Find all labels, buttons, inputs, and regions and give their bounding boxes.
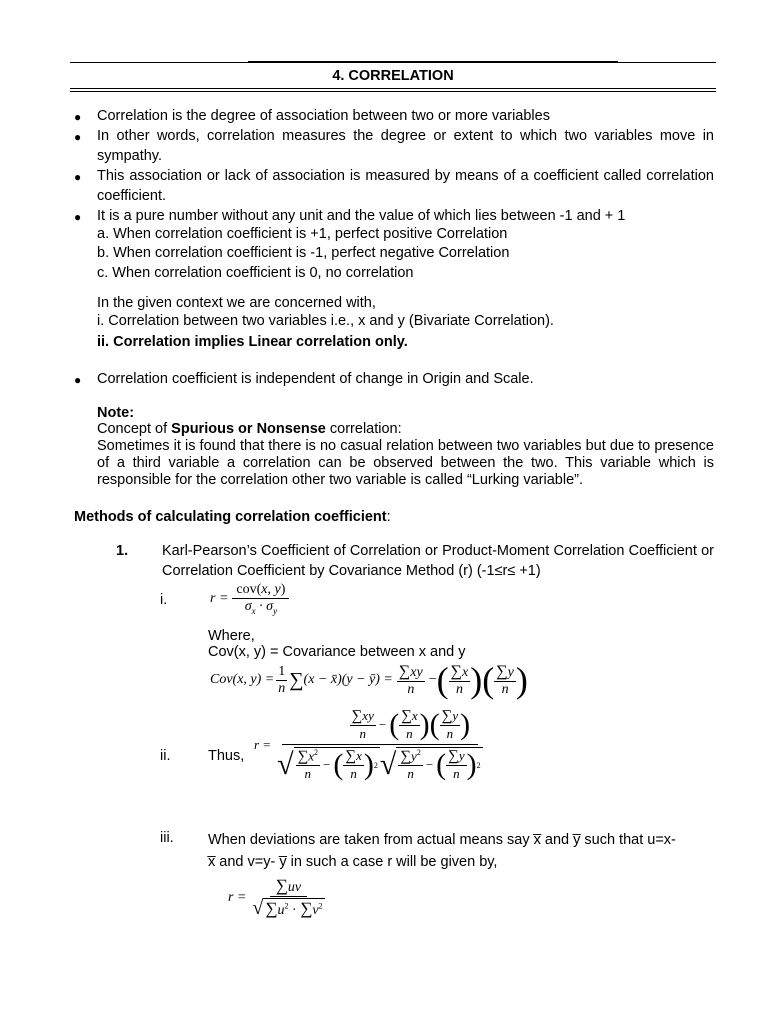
top-rule-accent xyxy=(248,61,618,63)
bullet-5: Correlation coefficient is independent of change in Origin and Scale. xyxy=(97,371,534,387)
methods-heading: Methods of calculating correlation coefficient: xyxy=(74,509,391,525)
bullet-dot: ● xyxy=(74,210,82,224)
sub-item-b: b. When correlation coefficient is -1, perfect negative Correlation xyxy=(97,245,510,261)
bullet-3: This association or lack of association is measured by means of a coefficient called correlation coefficient. xyxy=(97,168,714,204)
formula-r-full: r = $\frac{\sum xy}{n}$ − ( $\frac{\sum x}{n}$ ) ( $\frac{\sum y}{n}$ ) √ $\frac{\sum x^2}{n}$ − ( $\frac{\sum x}{n}$ ) 2 √ $\frac{\sum y^2}{n}$ − ( $\frac{\sum y}{n}$ ) 2 xyxy=(254,708,481,782)
page-title: 4. CORRELATION xyxy=(332,68,454,84)
iii-line-2: x̅ and v=y- y̅ in such a case r will be given by, xyxy=(208,854,498,870)
formula-r-cov: r = $\frac{\text{cov(x, y)}}{\sigma_x \cdot \sigma_y}$ xyxy=(210,582,289,616)
title-rule xyxy=(70,88,716,89)
bullet-dot: ● xyxy=(74,170,82,184)
sub-item-c: c. When correlation coefficient is 0, no correlation xyxy=(97,265,414,281)
note-label: Note: xyxy=(97,405,135,421)
note-body: Sometimes it is found that there is no casual relation between two variables but due to presence of a third variable a correlation can be observed between the two. This variable which is responsible for the correlation other two variable is called “Lurking variable”. xyxy=(97,438,714,488)
context-intro: In the given context we are concerned with, xyxy=(97,295,376,311)
method-1-text: Karl-Pearson’s Coefficient of Correlation or Product-Moment Correlation Coefficient or Correlation Coefficient by Covariance Method (r) (-1≤r≤ +1) xyxy=(162,543,714,579)
where-label: Where, xyxy=(208,628,255,644)
formula-r-cov-fraction: $\frac{\text{cov(x, y)}}{\sigma_x \cdot \sigma_y}$ xyxy=(232,582,289,616)
formula-label-ii: ii. xyxy=(160,748,171,764)
bullet-dot: ● xyxy=(74,110,82,124)
context-item-ii: ii. Correlation implies Linear correlation only. xyxy=(97,334,408,350)
formula-label-iii: iii. xyxy=(160,830,174,846)
thus-label: Thus, xyxy=(208,748,245,764)
cov-expansion: Cov(x, y) = $\frac{1}{n}$ ∑ (x − x̄)(y − ȳ) = $\frac{\sum xy}{n}$ − ( $\frac{\sum x}{n}$ ) ( $\frac{\sum y}{n}$ ) xyxy=(210,660,528,700)
bullet-2: In other words, correlation measures the degree or extent to which two variables move in sympathy. xyxy=(97,128,714,164)
method-number: 1. xyxy=(116,543,129,559)
formula-label-i: i. xyxy=(160,592,168,608)
title-rule-double xyxy=(70,91,716,92)
note-concept: Concept of Spurious or Nonsense correlation: xyxy=(97,421,402,437)
sub-item-a: a. When correlation coefficient is +1, perfect positive Correlation xyxy=(97,226,508,242)
cov-definition: Cov(x, y) = Covariance between x and y xyxy=(208,644,466,660)
iii-line-1: When deviations are taken from actual means say x̅ and y̅ such that u=x- xyxy=(208,832,676,848)
bullet-1: Correlation is the degree of association between two or more variables xyxy=(97,108,550,124)
context-item-i: i. Correlation between two variables i.e., x and y (Bivariate Correlation). xyxy=(97,313,554,329)
formula-r-uv: r = ∑uv √ $\sum u^2 \cdot \sum v^2$ xyxy=(228,876,323,919)
bullet-dot: ● xyxy=(74,130,82,144)
bullet-4: It is a pure number without any unit and the value of which lies between -1 and + 1 xyxy=(97,208,626,224)
bullet-dot: ● xyxy=(74,373,82,387)
